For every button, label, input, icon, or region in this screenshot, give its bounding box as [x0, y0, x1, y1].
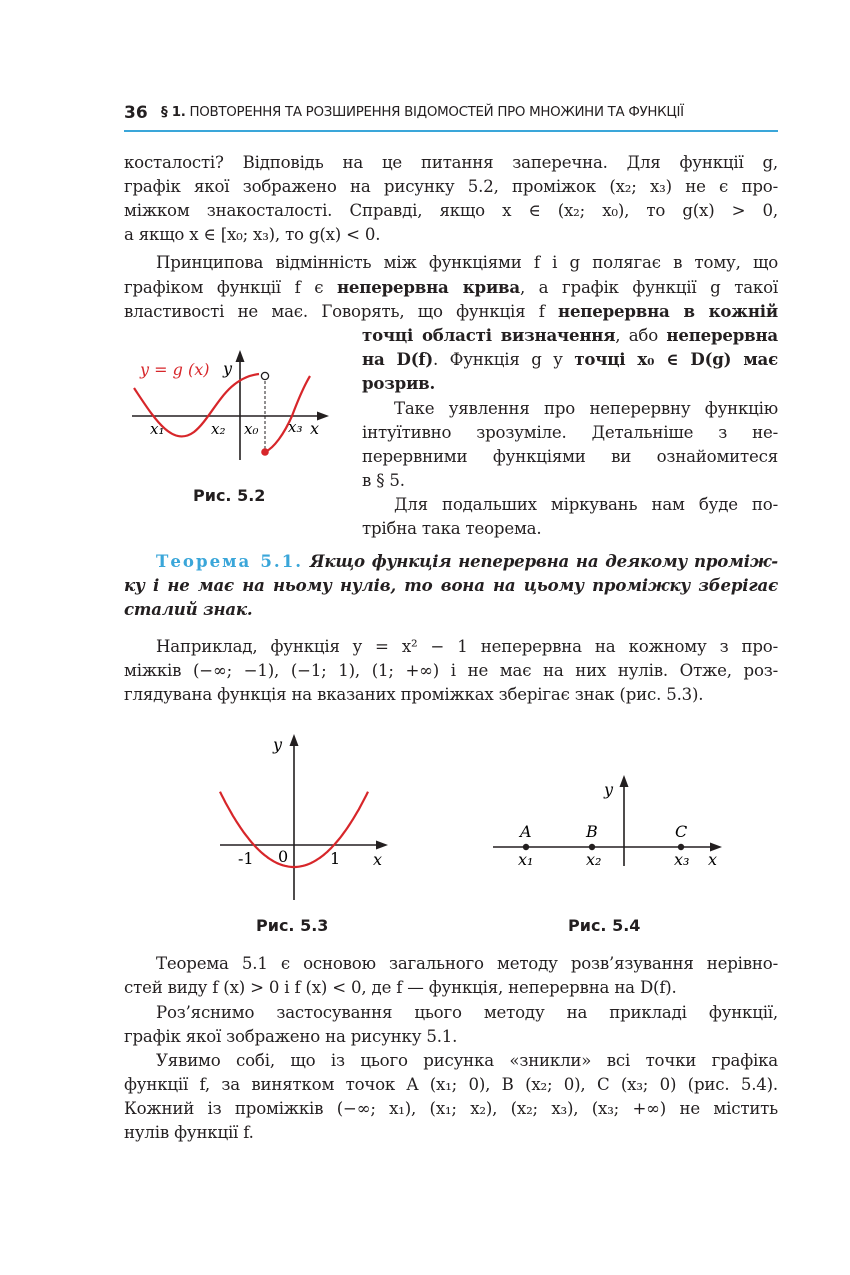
bold-term: точці x₀ ∈ D(g) має	[574, 349, 779, 369]
text-line: Роз’яснимо застосування цього методу на прикладі функції,	[156, 1003, 778, 1022]
text-line	[156, 549, 778, 573]
text-line: стей виду f (x) > 0 і f (x) < 0, де f — функція, неперервна на D(f).	[124, 978, 677, 997]
y-axis-arrow	[236, 350, 245, 362]
x0-label: x₀	[244, 420, 259, 438]
bold-term: неперервна	[666, 325, 778, 345]
text-line: перервними функціями ви ознайомитеся	[362, 447, 778, 466]
text-line	[362, 347, 778, 372]
function-label: y = g (x)	[140, 360, 210, 379]
closed-point	[261, 448, 269, 456]
page-header	[124, 100, 778, 132]
point-B-label: B	[586, 822, 598, 841]
figure-5-4-caption: Рис. 5.4	[568, 916, 641, 935]
x3-label: x₃	[288, 418, 303, 436]
text-line: косталості? Відповідь на це питання заперечна. Для функції g,	[124, 153, 778, 172]
point-A-label: A	[520, 822, 532, 841]
y-axis-label: y	[223, 359, 233, 378]
text-line: Уявимо собі, що із цього рисунка «зникли» всі точки графіка	[156, 1051, 778, 1070]
tick-label-neg1: -1	[238, 849, 254, 868]
text-line	[124, 275, 778, 300]
tick-label-1: 1	[330, 849, 341, 868]
text-span: графіком функції f є	[124, 278, 337, 297]
y-axis-label: y	[604, 780, 614, 799]
figure-5-3	[210, 728, 400, 908]
text-line: в § 5.	[362, 471, 405, 490]
text-line: функції f, за винятком точок A (x₁; 0), B (x₂; 0), C (x₃; 0) (рис. 5.4).	[124, 1075, 778, 1094]
text-line: Для подальших міркувань нам буде по-	[394, 495, 778, 514]
bold-term: розрив.	[362, 373, 436, 393]
text-line: інтуїтивно зрозуміле. Детальніше з не-	[362, 423, 778, 442]
graph-right-branch	[265, 376, 310, 452]
y-axis-arrow	[290, 734, 299, 746]
text-line: Принципова відмінність між функціями f і g полягає в тому, що	[156, 253, 778, 272]
text-line: міжком знакосталості. Справді, якщо x ∈ (x₂; x₀), то g(x) > 0,	[124, 201, 778, 220]
x3-label: x₃	[674, 850, 690, 869]
y-axis-label: y	[273, 735, 283, 754]
text-span: , або	[615, 326, 667, 345]
theorem-label: Теорема 5.1.	[156, 551, 304, 571]
x-axis-label: x	[373, 850, 383, 869]
figure-5-3-caption: Рис. 5.3	[256, 916, 329, 935]
origin-label: 0	[278, 847, 289, 866]
x1-label: x₁	[150, 420, 165, 438]
text-line	[124, 299, 778, 324]
header-rule	[124, 130, 778, 132]
figure-5-2-caption: Рис. 5.2	[193, 486, 266, 505]
section-title	[161, 105, 684, 120]
section-sign: § 1.	[161, 105, 186, 120]
text-line: а якщо x ∈ [x₀; x₃), то g(x) < 0.	[124, 225, 381, 244]
bold-term: на D(f)	[362, 349, 433, 369]
page-number: 36	[124, 103, 148, 123]
text-line: Кожний із проміжків (−∞; x₁), (x₁; x₂), (x₂; x₃), (x₃; +∞) не містить	[124, 1099, 778, 1118]
text-span: властивості не має. Говорять, що функція f	[124, 302, 558, 321]
x2-label: x₂	[586, 850, 602, 869]
figure-5-2	[124, 348, 334, 463]
open-point	[261, 372, 268, 379]
x-axis-label: x	[708, 850, 718, 869]
text-span: . Функція g у	[433, 350, 575, 369]
text-line: Наприклад, функція y = x² − 1 неперервна на кожному з про-	[156, 637, 778, 656]
section-title-text: ПОВТОРЕННЯ ТА РОЗШИРЕННЯ ВІДОМОСТЕЙ ПРО МНОЖИНИ ТА ФУНКЦІЇ	[189, 105, 684, 120]
text-line: ку і не має на ньому нулів, то вона на цьому проміжку зберігає	[124, 575, 778, 595]
text-line: сталий знак.	[124, 599, 253, 619]
figure-5-4	[488, 770, 738, 870]
bold-term: неперервна в кожній	[558, 301, 778, 321]
y-axis-arrow	[620, 775, 629, 787]
text-span: Якщо функція неперервна на деякому проміж-	[309, 551, 778, 571]
text-line: міжків (−∞; −1), (−1; 1), (1; +∞) і не має на них нулів. Отже, роз-	[124, 661, 778, 680]
x1-label: x₁	[518, 850, 534, 869]
text-line: Теорема 5.1 є основою загального методу розв’язування нерівно-	[156, 954, 778, 973]
text-line: трібна така теорема.	[362, 519, 542, 538]
text-line: глядувана функція на вказаних проміжках зберігає знак (рис. 5.3).	[124, 685, 704, 704]
text-line	[362, 371, 778, 396]
text-line: графік якої зображено на рисунку 5.2, проміжок (x₂; x₃) не є про-	[124, 177, 778, 196]
text-line: нулів функції f.	[124, 1123, 254, 1142]
text-line	[362, 323, 778, 348]
bold-term: точці області визначення	[362, 325, 616, 345]
x-axis-label: x	[310, 419, 320, 438]
x-axis-arrow	[376, 841, 388, 850]
text-span: , а графік функції g такої	[519, 278, 778, 297]
bold-term: неперервна крива	[336, 277, 520, 297]
text-line: графік якої зображено на рисунку 5.1.	[124, 1027, 458, 1046]
x2-label: x₂	[211, 420, 226, 438]
point-C-label: C	[675, 822, 688, 841]
text-line: Таке уявлення про неперервну функцію	[394, 399, 778, 418]
